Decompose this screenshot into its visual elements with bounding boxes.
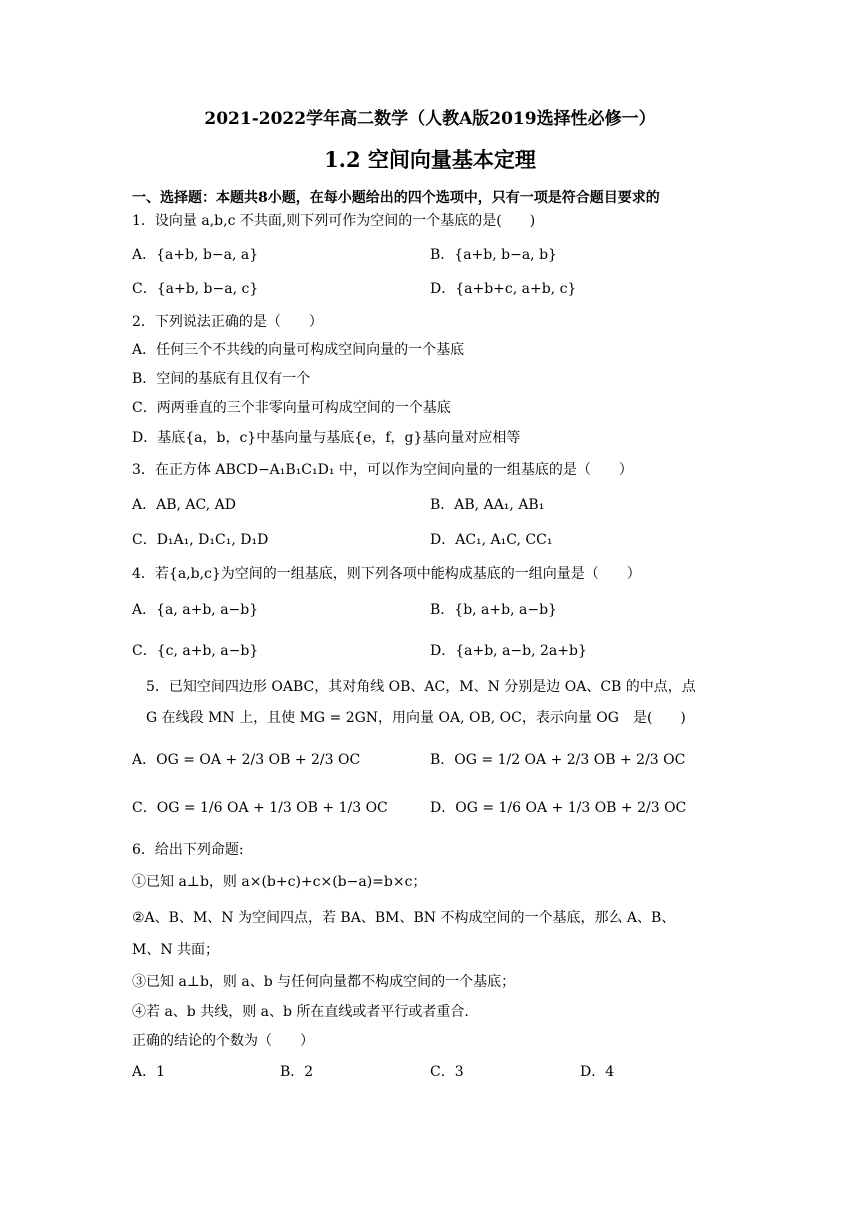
q5-stem-line2: G 在线段 MN 上，且使 MG = 2GN，用向量 OA, OB, OC，表示向量 OG 是( ) (146, 710, 686, 726)
q3-option-d: D．AC₁, A₁C, CC₁ (430, 532, 553, 548)
q2-stem: 2．下列说法正确的是（ ） (132, 314, 323, 330)
q5-option-c: C．OG = 1/6 OA + 1/3 OB + 1/3 OC (132, 800, 388, 816)
q3-option-b: B．AB, AA₁, AB₁ (430, 497, 545, 513)
q6-option-d: D．4 (580, 1064, 615, 1080)
q2-option-c: C．两两垂直的三个非零向量可构成空间的一个基底 (132, 400, 451, 416)
q6-option-c: C．3 (430, 1064, 464, 1080)
q1-stem: 1．设向量 a,b,c 不共面,则下列可作为空间的一个基底的是( ) (132, 213, 536, 229)
q6-option-b: B．2 (280, 1064, 314, 1080)
document-subtitle: 1.2 空间向量基本定理 (324, 147, 536, 172)
q1-option-c: C．{a+b, b−a, c} (132, 281, 259, 297)
q4-option-c: C．{c, a+b, a−b} (132, 643, 259, 659)
document-title: 2021-2022学年高二数学（人教A版2019选择性必修一） (204, 109, 656, 129)
q2-option-d: D．基底{a，b，c}中基向量与基底{e，f，g}基向量对应相等 (132, 430, 521, 446)
q6-proposition-4: ④若 a、b 共线，则 a、b 所在直线或者平行或者重合. (132, 1004, 469, 1020)
q6-proposition-3: ③已知 a⊥b，则 a、b 与任何向量都不构成空间的一个基底； (132, 974, 516, 990)
q3-option-a: A．AB, AC, AD (132, 497, 236, 513)
q4-option-d: D．{a+b, a−b, 2a+b} (430, 643, 587, 659)
q4-stem: 4．若{a,b,c}为空间的一组基底，则下列各项中能构成基底的一组向量是（ ） (132, 566, 641, 582)
q5-stem-line1: 5．已知空间四边形 OABC，其对角线 OB、AC，M、N 分别是边 OA、CB 的中点，点 (146, 679, 696, 695)
q2-option-a: A．任何三个不共线的向量可构成空间向量的一个基底 (132, 342, 465, 358)
q1-option-b: B．{a+b, b−a, b} (430, 247, 557, 263)
q1-option-a: A．{a+b, b−a, a} (132, 247, 259, 263)
q5-option-d: D．OG = 1/6 OA + 1/3 OB + 2/3 OC (430, 800, 687, 816)
q6-proposition-1: ①已知 a⊥b，则 a×(b+c)+c×(b−a)=b×c； (132, 874, 427, 890)
q6-stem: 6．给出下列命题: (132, 842, 244, 858)
q4-option-b: B．{b, a+b, a−b} (430, 602, 557, 618)
q6-ask: 正确的结论的个数为（ ） (132, 1033, 314, 1049)
q6-proposition-2b: M、N 共面； (132, 942, 220, 958)
q4-option-a: A．{a, a+b, a−b} (132, 602, 259, 618)
q5-option-b: B．OG = 1/2 OA + 2/3 OB + 2/3 OC (430, 752, 686, 768)
q3-stem: 3．在正方体 ABCD−A₁B₁C₁D₁ 中，可以作为空间向量的一组基底的是（ ） (132, 462, 633, 478)
q1-option-d: D．{a+b+c, a+b, c} (430, 281, 577, 297)
q3-option-c: C．D₁A₁, D₁C₁, D₁D (132, 532, 269, 548)
section-heading: 一、选择题：本题共8小题，在每小题给出的四个选项中，只有一项是符合题目要求的 (132, 190, 660, 206)
q2-option-b: B．空间的基底有且仅有一个 (132, 371, 311, 387)
q5-option-a: A．OG = OA + 2/3 OB + 2/3 OC (132, 752, 361, 768)
q6-proposition-2a: ②A、B、M、N 为空间四点，若 BA、BM、BN 不构成空间的一个基底，那么 A、B、 (132, 910, 676, 926)
q6-option-a: A．1 (132, 1064, 166, 1080)
